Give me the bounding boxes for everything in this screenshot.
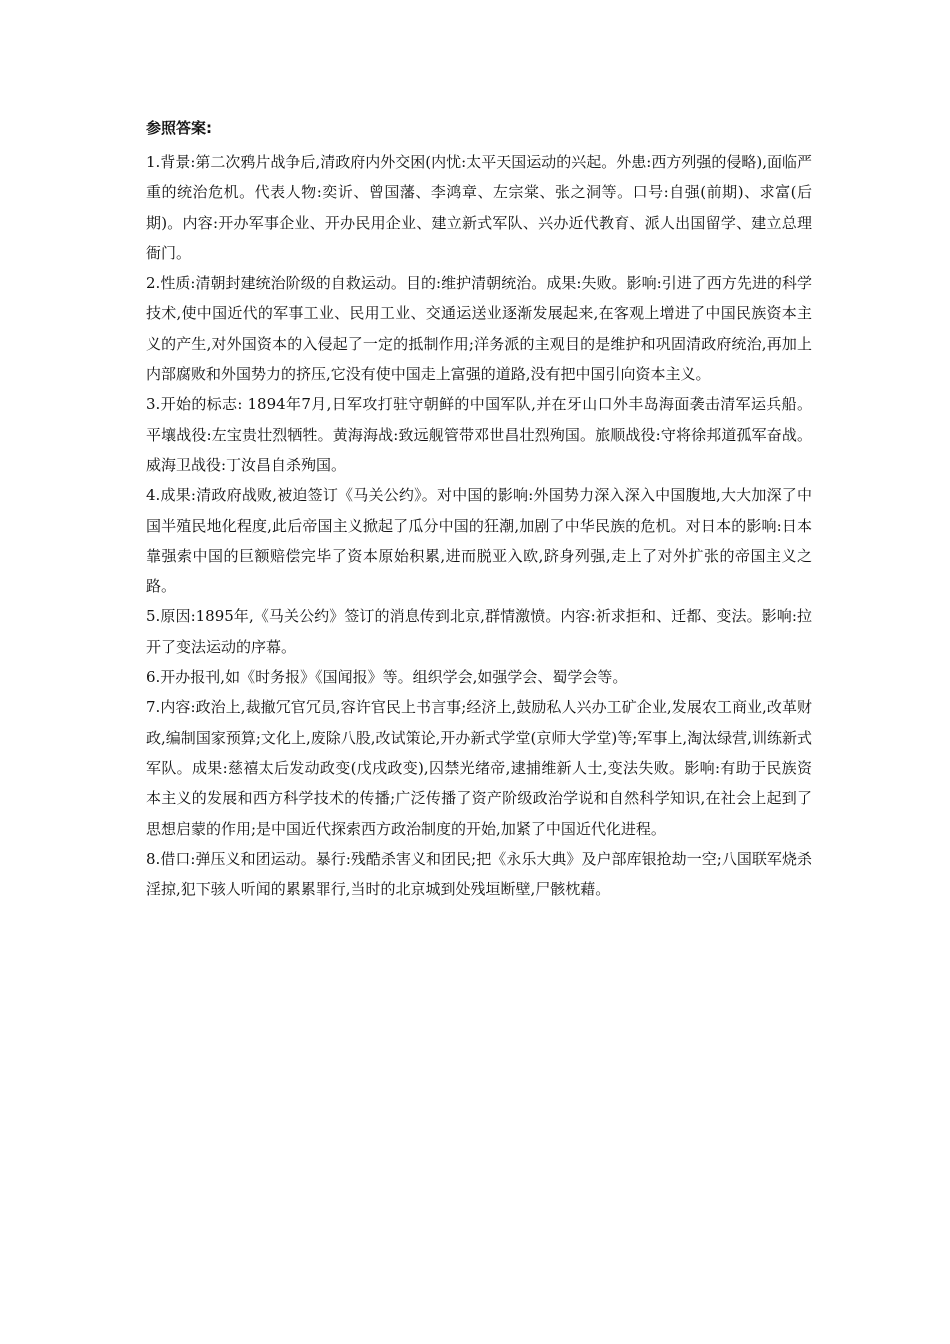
answer-6: 6.开办报刊,如《时务报》《国闻报》等。组织学会,如强学会、蜀学会等。 (146, 668, 628, 687)
answer-3: 3.开始的标志: 1894年7月,日军攻打驻守朝鲜的中国军队,并在牙山口外丰岛海面袭击清军运兵船。平壤战役:左宝贵壮烈牺牲。黄海海战:致远舰管带邓世昌壮烈殉国。旅顺战役:守将徐邦道孤军奋战。威海卫战役:丁汝昌自杀殉国。 (146, 395, 812, 474)
answer-8: 8.借口:弹压义和团运动。暴行:残酷杀害义和团民;把《永乐大典》及户部库银抢劫一空;八国联军烧杀淫掠,犯下骇人听闻的累累罪行,当时的北京城到处残垣断壁,尸骸枕藉。 (146, 849, 812, 899)
answer-1: 1.背景:第二次鸦片战争后,清政府内外交困(内忧:太平天国运动的兴起。外患:西方列强的侵略),面临严重的统治危机。代表人物:奕䜣、曾国藩、李鸿章、左宗棠、张之洞等。口号:自强(前期)、求富(后期)。内容:开办军事企业、开办民用企业、建立新式军队、兴办近代教育、派人出国留学、建立总理衙门。 (146, 153, 812, 262)
answers-heading: 参照答案: (146, 119, 212, 137)
answer-5: 5.原因:1895年,《马关公约》签订的消息传到北京,群情激愤。内容:祈求拒和、迁都、变法。影响:拉开了变法运动的序幕。 (146, 607, 812, 656)
answer-4: 4.成果:清政府战败,被迫签订《马关公约》。对中国的影响:外国势力深入深入中国腹地,大大加深了中国半殖民地化程度,此后帝国主义掀起了瓜分中国的狂潮,加剧了中华民族的危机。对日本的影响:日本靠强索中国的巨额赔偿完毕了资本原始积累,进而脱亚入欧,跻身列强,走上了对外扩张的帝国主义之路。 (146, 486, 812, 596)
answer-document (146, 118, 812, 904)
answer-7: 7.内容:政治上,裁撤冗官冗员,容许官民上书言事;经济上,鼓励私人兴办工矿企业,发展农工商业,改革财政,编制国家预算;文化上,废除八股,改试策论,开办新式学堂(京师大学堂)等;军事上,淘汰绿营,训练新式军队。成果:慈禧太后发动政变(戊戌政变),囚禁光绪帝,逮捕维新人士,变法失败。影响:有助于民族资本主义的发展和西方科学技术的传播;广泛传播了资产阶级政治学说和自然科学知识,在社会上起到了思想启蒙的作用;是中国近代探索西方政治制度的开始,加紧了中国近代化进程。 (146, 698, 812, 838)
answer-2: 2.性质:清朝封建统治阶级的自救运动。目的:维护清朝统治。成果:失败。影响:引进了西方先进的科学技术,使中国近代的军事工业、民用工业、交通运送业逐渐发展起来,在客观上增进了中国民族资本主义的产生,对外国资本的入侵起了一定的抵制作用;洋务派的主观目的是维护和巩固清政府统治,再加上内部腐败和外国势力的挤压,它没有使中国走上富强的道路,没有把中国引向资本主义。 (146, 274, 812, 384)
